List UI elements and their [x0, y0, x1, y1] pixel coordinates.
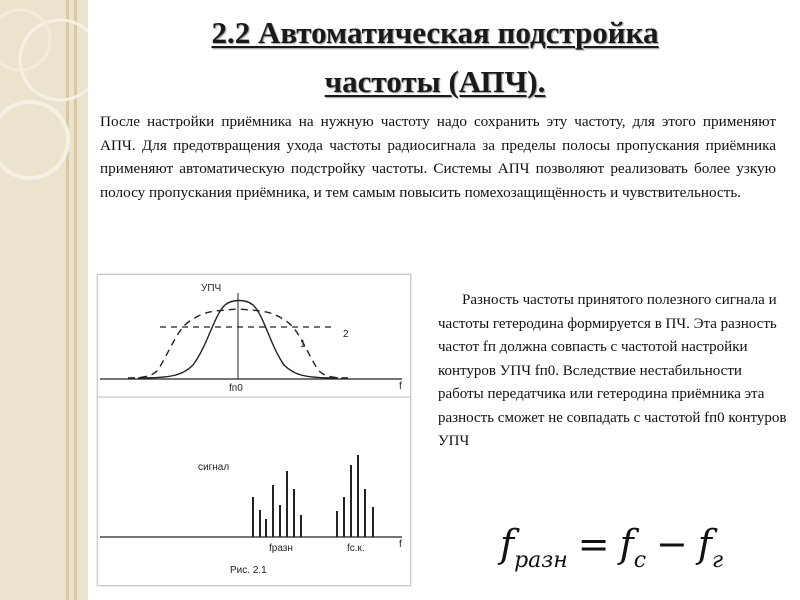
side-paragraph: Разность частоты принятого полезного сигнала и частоты гетеродина формируется в ПЧ. Эта разность частот fп должна совпасть с частотой настройки контуров УПЧ fп0. Вследствие нестабильности работы передатчика или гетеродина приёмника эта разность сможет не совпадать с частотой fп0 контуров УПЧ — [438, 292, 787, 449]
intro-paragraph: После настройки приёмника на нужную частоту надо сохранить эту частоту, для этого применяют АПЧ. Для предотвращения ухода частоты радиосигнала за пределы полосы пропускания приёмника применяют автоматическую подстройку частоты. Системы АПЧ позволяют реализовать более узкую полосу пропускания приёмника, и тем самым повысить помехозащищённость и чувствительность. — [100, 113, 776, 201]
spectrum-lines — [253, 455, 373, 537]
top-axis-f-label: f — [399, 381, 402, 392]
signal-label: сигнал — [198, 462, 230, 473]
formula-sub-razn: разн — [514, 548, 568, 573]
f-razn-label: fразн — [269, 543, 293, 554]
formula-sub-g: г — [711, 548, 724, 573]
formula-sub-c: c — [633, 548, 647, 573]
f-ck-label: fс.к. — [347, 543, 365, 554]
slide-title — [100, 8, 770, 106]
upch-label: УПЧ — [201, 283, 222, 294]
bottom-axis-f-label: f — [399, 539, 402, 550]
title-line-2: частоты (АПЧ). — [324, 64, 546, 99]
figure-caption: Рис. 2.1 — [230, 565, 267, 576]
title-line-1: 2.2 Автоматическая подстройка — [211, 15, 659, 50]
figure-diagram — [98, 275, 410, 585]
formula-f3: f — [697, 522, 712, 566]
formula-minus: − — [656, 522, 688, 566]
corner-ornament — [0, 0, 88, 200]
formula-f1: f — [500, 522, 515, 566]
curve-1-label: 1 — [300, 339, 306, 350]
curve-2-label: 2 — [343, 329, 349, 340]
side-text-block — [438, 289, 790, 454]
fp0-label: fп0 — [229, 383, 243, 394]
frequency-difference-formula — [500, 522, 723, 573]
formula-equals: = — [577, 522, 610, 566]
formula-f2: f — [619, 522, 634, 566]
figure-2-1 — [97, 274, 411, 586]
